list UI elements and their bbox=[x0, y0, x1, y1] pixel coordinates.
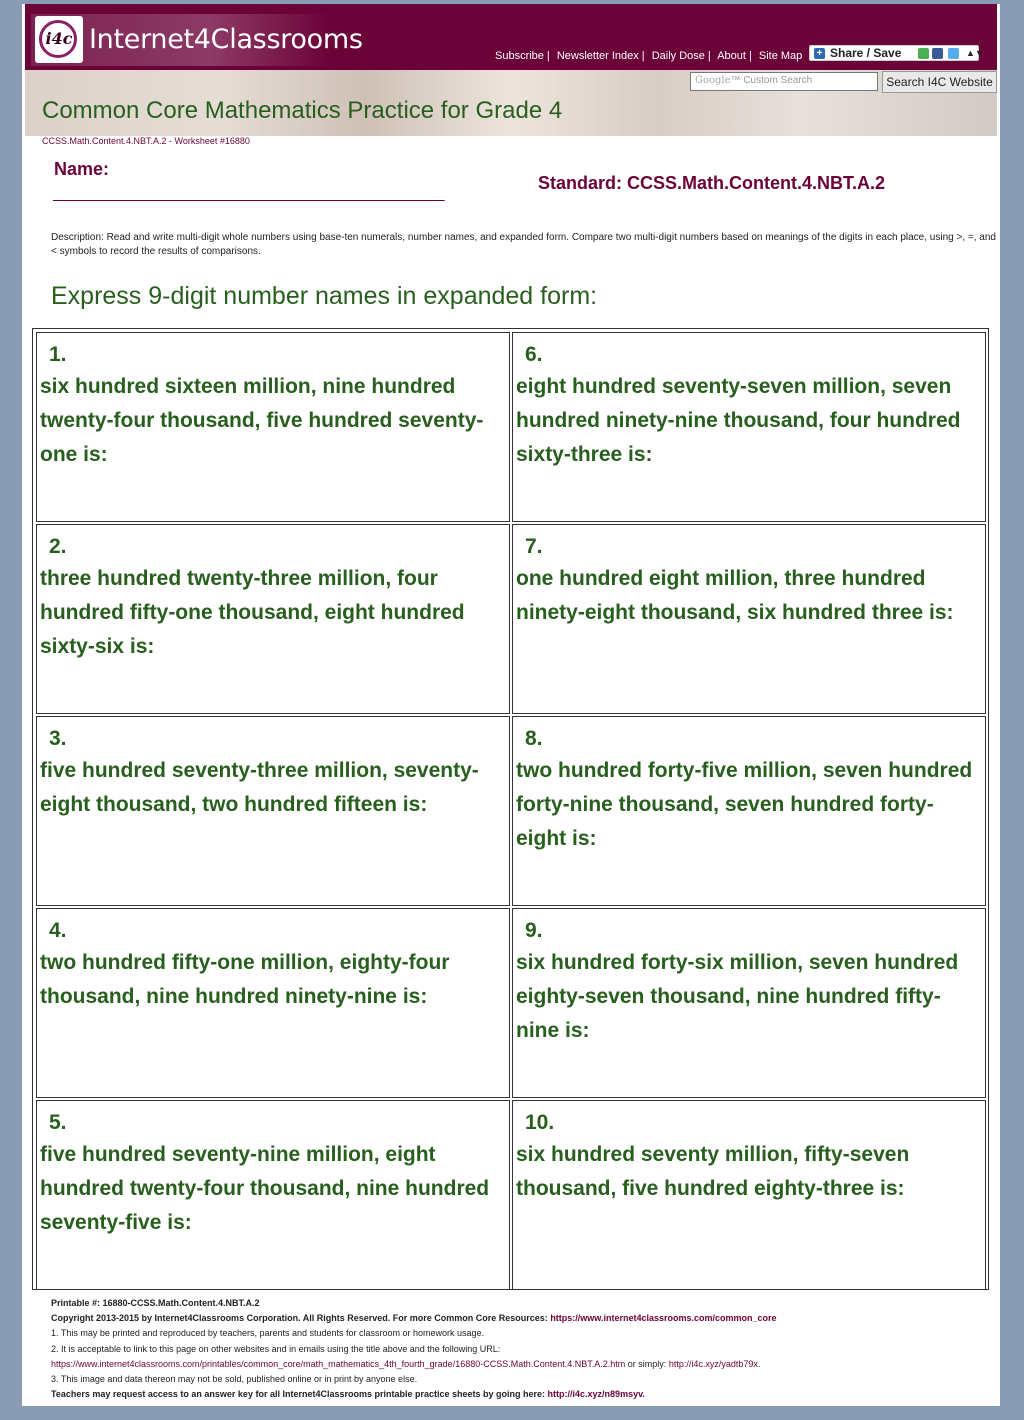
nav-daily-dose[interactable]: Daily Dose bbox=[651, 50, 705, 62]
standard-label: Standard: CCSS.Math.Content.4.NBT.A.2 bbox=[538, 173, 886, 193]
worksheet-id: CCSS.Math.Content.4.NBT.A.2 - Worksheet #16880 bbox=[42, 136, 250, 146]
question-number: 2. bbox=[49, 535, 67, 558]
question-text: two hundred forty-five million, seven hundred forty-nine thousand, seven hundred forty-eight is: bbox=[516, 759, 973, 850]
share-save-button[interactable]: + Share / Save ▲▼ bbox=[809, 45, 979, 61]
question-number: 1. bbox=[49, 343, 67, 366]
question-text: six hundred sixteen million, nine hundred twenty-four thousand, five hundred seventy-one is: bbox=[40, 375, 484, 466]
site-logo[interactable] bbox=[31, 14, 363, 66]
question-text: two hundred fifty-one million, eighty-four thousand, nine hundred ninety-nine is: bbox=[40, 951, 450, 1008]
search-input[interactable]: Google™ Custom Search bbox=[690, 72, 878, 91]
note-2: 2. It is acceptable to link to this page on other websites and in emails using the title above and the following URL: bbox=[51, 1343, 501, 1354]
question-cell bbox=[512, 716, 986, 906]
note-3: 3. This image and data thereon may not be sold, published online or in print by anyone else. bbox=[51, 1374, 418, 1385]
nav-newsletter-index[interactable]: Newsletter Index bbox=[556, 50, 639, 62]
question-cell bbox=[512, 524, 986, 714]
logo-badge-icon: i4c bbox=[35, 16, 83, 63]
nav-site-map[interactable]: Site Map bbox=[758, 50, 803, 62]
answer-key-link[interactable]: http://i4c.xyz/n89msyv bbox=[547, 1389, 643, 1400]
share-icon bbox=[918, 48, 929, 59]
question-number: 9. bbox=[525, 919, 543, 942]
question-cell bbox=[36, 1100, 510, 1290]
question-number: 5. bbox=[49, 1111, 67, 1134]
question-number: 4. bbox=[49, 919, 67, 942]
copyright: Copyright 2013-2015 by Internet4Classrooms Corporation. All Rights Reserved. For more Common Core Resources: https://www.internet4classrooms.com/common_core bbox=[51, 1313, 777, 1324]
question-text: one hundred eight million, three hundred ninety-eight thousand, six hundred three is: bbox=[516, 567, 954, 624]
logo-text: Internet4Classrooms bbox=[89, 24, 363, 55]
question-cell bbox=[36, 332, 510, 522]
banner bbox=[25, 70, 997, 136]
question-cell bbox=[36, 908, 510, 1098]
instructions: Express 9-digit number names in expanded form: bbox=[51, 282, 598, 310]
note-2-urls: https://www.internet4classrooms.com/printables/common_core/math_mathematics_4th_fourth_grade/16880-CCSS.Math.Content.4.NBT.A.2.htm or simply: http://i4c.xyz/yadtb79x. bbox=[51, 1358, 761, 1369]
question-cell bbox=[512, 1100, 986, 1290]
question-text: five hundred seventy-three million, seventy-eight thousand, two hundred fifteen is: bbox=[40, 759, 479, 816]
short-url-link[interactable]: http://i4c.xyz/yadtb79x bbox=[668, 1358, 758, 1369]
question-number: 8. bbox=[525, 727, 543, 750]
printable-number: Printable #: 16880-CCSS.Math.Content.4.NBT.A.2 bbox=[51, 1298, 260, 1308]
question-cell bbox=[36, 716, 510, 906]
twitter-icon bbox=[948, 48, 959, 59]
site-header bbox=[25, 4, 997, 70]
question-text: six hundred forty-six million, seven hundred eighty-seven thousand, nine hundred fifty-nine is: bbox=[516, 951, 959, 1042]
search-button[interactable]: Search I4C Website bbox=[882, 71, 997, 93]
worksheet-page bbox=[22, 4, 1000, 1406]
footer bbox=[51, 1296, 996, 1402]
question-text: eight hundred seventy-seven million, seven hundred ninety-nine thousand, four hundred sixty-three is: bbox=[516, 375, 961, 466]
chevron-updown-icon: ▲▼ bbox=[966, 48, 984, 58]
nav-about[interactable]: About bbox=[717, 50, 746, 62]
question-number: 3. bbox=[49, 727, 67, 750]
plus-icon: + bbox=[814, 48, 825, 59]
note-1: 1. This may be printed and reproduced by teachers, parents and students for classroom or homework usage. bbox=[51, 1328, 485, 1339]
question-number: 10. bbox=[525, 1111, 555, 1134]
question-cell bbox=[512, 908, 986, 1098]
facebook-icon bbox=[932, 48, 943, 59]
question-text: five hundred seventy-nine million, eight hundred twenty-four thousand, nine hundred seventy-five is: bbox=[40, 1143, 490, 1234]
common-core-link[interactable]: https://www.internet4classrooms.com/common_core bbox=[550, 1313, 777, 1324]
question-grid bbox=[32, 328, 989, 1290]
answer-key-note: Teachers may request access to an answer key for all Internet4Classrooms printable practice sheets by going here: http://i4c.xyz/n89msyv. bbox=[51, 1389, 645, 1400]
question-cell bbox=[512, 332, 986, 522]
page-title: Common Core Mathematics Practice for Grade 4 bbox=[42, 97, 563, 124]
name-line: ____________________________________________ bbox=[53, 185, 445, 202]
question-text: six hundred seventy million, fifty-seven thousand, five hundred eighty-three is: bbox=[516, 1143, 910, 1200]
top-nav: Subscribe | Newsletter Index | Daily Dose | About | Site Map bbox=[495, 50, 803, 62]
nav-subscribe[interactable]: Subscribe bbox=[495, 50, 544, 62]
question-text: three hundred twenty-three million, four hundred fifty-one thousand, eight hundred sixty-six is: bbox=[40, 567, 465, 658]
worksheet-url-link[interactable]: https://www.internet4classrooms.com/printables/common_core/math_mathematics_4th_fourth_grade/16880-CCSS.Math.Content.4.NBT.A.2.htm bbox=[51, 1358, 626, 1369]
question-cell bbox=[36, 524, 510, 714]
question-number: 6. bbox=[525, 343, 543, 366]
question-number: 7. bbox=[525, 535, 543, 558]
description: Description: Read and write multi-digit whole numbers using base-ten numerals, number names, and expanded form. Compare two multi-digit numbers based on meanings of the digits in each place, using >, =, and < symbols to record the results of comparisons. bbox=[51, 232, 996, 257]
name-label: Name: bbox=[54, 159, 110, 179]
